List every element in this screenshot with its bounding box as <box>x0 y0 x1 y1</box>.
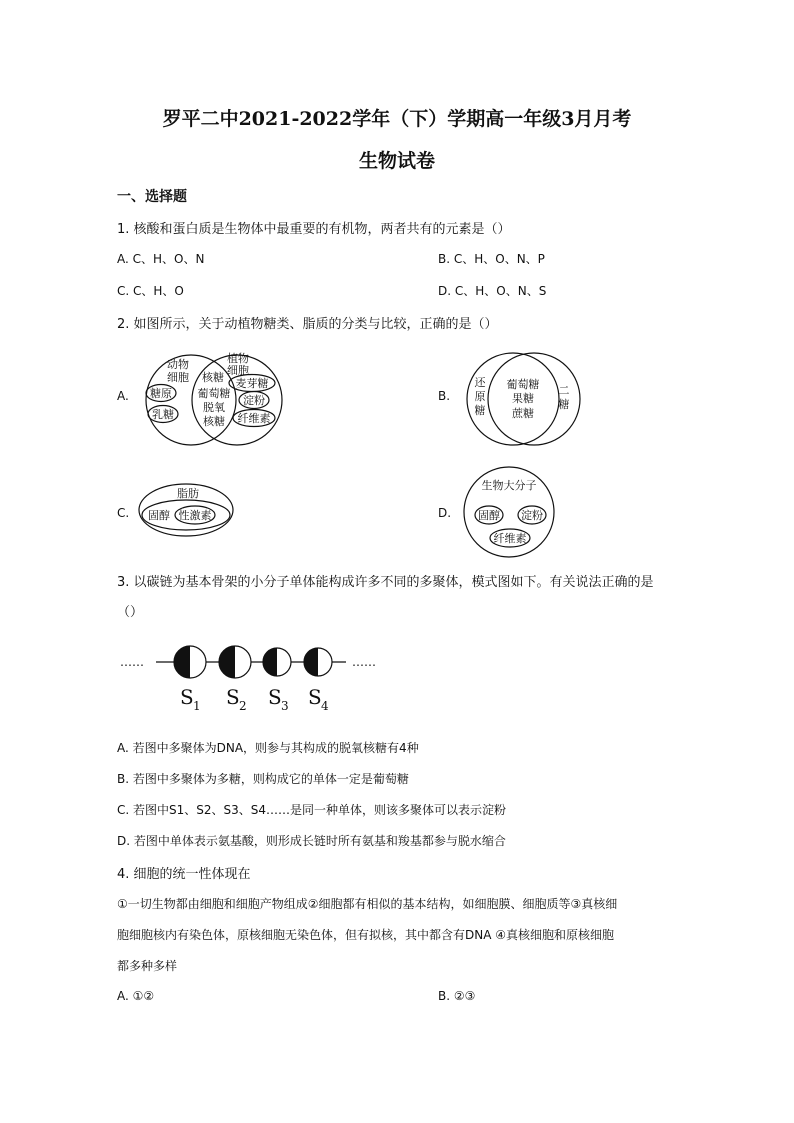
q1-stem: 1. 核酸和蛋白质是生物体中最重要的有机物，两者共有的元素是（） <box>117 222 511 237</box>
q2-figure-b <box>462 350 584 448</box>
q2-figure-a <box>138 350 290 450</box>
q2-figure-d <box>462 463 556 561</box>
figa-lactose: 乳糖 <box>152 408 174 421</box>
q2-label-c: C. <box>117 506 130 520</box>
figd-sterol: 固醇 <box>478 509 500 522</box>
figa-animal-2: 细胞 <box>167 371 189 384</box>
q1-option-a: A. C、H、O、N <box>117 252 205 266</box>
q3-option-b: B. 若图中多聚体为多糖，则构成它的单体一定是葡萄糖 <box>117 772 409 786</box>
figb-right-1: 二 <box>558 384 570 397</box>
figa-plant-2: 细胞 <box>227 364 249 377</box>
exam-title: 罗平二中2021-2022学年（下）学期高一年级3月月考 <box>162 108 632 130</box>
figa-mid-3: 脱氧 <box>203 401 225 414</box>
figd-cellulose: 纤维素 <box>493 532 527 545</box>
s3-sub: 3 <box>281 699 289 713</box>
s2-label: S <box>226 685 240 709</box>
q4-body-line1: ①一切生物都由细胞和细胞产物组成②细胞都有相似的基本结构，如细胞膜、细胞质等③真核细 <box>117 897 618 911</box>
exam-subtitle: 生物试卷 <box>358 150 435 172</box>
s4-label: S <box>308 685 322 709</box>
monomer-s2 <box>219 646 251 678</box>
q1-option-d: D. C、H、O、N、S <box>438 284 547 298</box>
figa-starch: 淀粉 <box>243 394 265 407</box>
figa-mid-4: 核糖 <box>203 415 225 428</box>
figa-mid-2: 葡萄糖 <box>197 387 231 400</box>
q3-option-d: D. 若图中单体表示氨基酸，则形成长链时所有氨基和羧基都参与脱水缩合 <box>117 834 506 848</box>
figc-sex-hormone: 性激素 <box>178 509 212 522</box>
q4-option-a: A. ①② <box>117 989 155 1003</box>
q2-label-a: A. <box>117 389 129 403</box>
q2-figure-c <box>136 480 236 538</box>
figd-starch: 淀粉 <box>521 509 543 522</box>
q2-label-d: D. <box>438 506 452 520</box>
q4-body-line3: 都多种多样 <box>117 959 178 973</box>
q3-dots-left: …… <box>120 655 144 669</box>
q1-option-c: C. C、H、O <box>117 284 184 298</box>
figb-right-2: 糖 <box>558 398 570 411</box>
monomer-s4 <box>304 648 332 676</box>
q4-option-b: B. ②③ <box>438 989 476 1003</box>
figa-maltose: 麦芽糖 <box>235 377 269 390</box>
monomer-s3 <box>263 648 291 676</box>
figa-cellulose: 纤维素 <box>237 412 271 425</box>
figb-mid-3: 蔗糖 <box>512 407 534 420</box>
q3-stem-line2: （） <box>117 605 144 620</box>
figa-mid-1: 核糖 <box>202 371 224 384</box>
q3-dots-right: …… <box>352 655 376 669</box>
section-heading: 一、选择题 <box>117 189 187 205</box>
q3-polymer-figure <box>120 640 390 718</box>
q3-stem-line1: 3. 以碳链为基本骨架的小分子单体能构成许多不同的多聚体，模式图如下。有关说法正确的是 <box>117 575 654 590</box>
q4-stem: 4. 细胞的统一性体现在 <box>117 867 251 882</box>
q1-option-b: B. C、H、O、N、P <box>438 252 545 266</box>
q3-option-a: A. 若图中多聚体为DNA，则参与其构成的脱氧核糖有4种 <box>117 741 419 755</box>
figa-animal-1: 动物 <box>167 358 189 371</box>
figa-plant-1: 植物 <box>227 352 249 365</box>
figb-left-1: 还 <box>474 376 486 389</box>
figb-left-3: 糖 <box>474 404 486 417</box>
figb-mid-2: 果糖 <box>512 392 534 405</box>
q3-option-c: C. 若图中S1、S2、S3、S4……是同一种单体，则该多聚体可以表示淀粉 <box>117 803 507 817</box>
figa-glycogen: 糖原 <box>150 387 172 400</box>
monomer-s1 <box>174 646 206 678</box>
figb-mid-1: 葡萄糖 <box>506 378 540 391</box>
figc-sterol: 固醇 <box>148 509 170 522</box>
figd-title: 生物大分子 <box>481 479 537 492</box>
figc-fat: 脂肪 <box>177 487 199 500</box>
s1-label: S <box>180 685 194 709</box>
q2-stem: 2. 如图所示，关于动植物糖类、脂质的分类与比较，正确的是（） <box>117 317 498 332</box>
q4-body-line2: 胞细胞核内有染色体，原核细胞无染色体，但有拟核，其中都含有DNA ④真核细胞和原核细胞 <box>117 928 615 942</box>
s1-sub: 1 <box>193 699 201 713</box>
s3-label: S <box>268 685 282 709</box>
s2-sub: 2 <box>239 699 247 713</box>
s4-sub: 4 <box>321 699 329 713</box>
q2-label-b: B. <box>438 389 451 403</box>
figb-left-2: 原 <box>474 390 486 403</box>
